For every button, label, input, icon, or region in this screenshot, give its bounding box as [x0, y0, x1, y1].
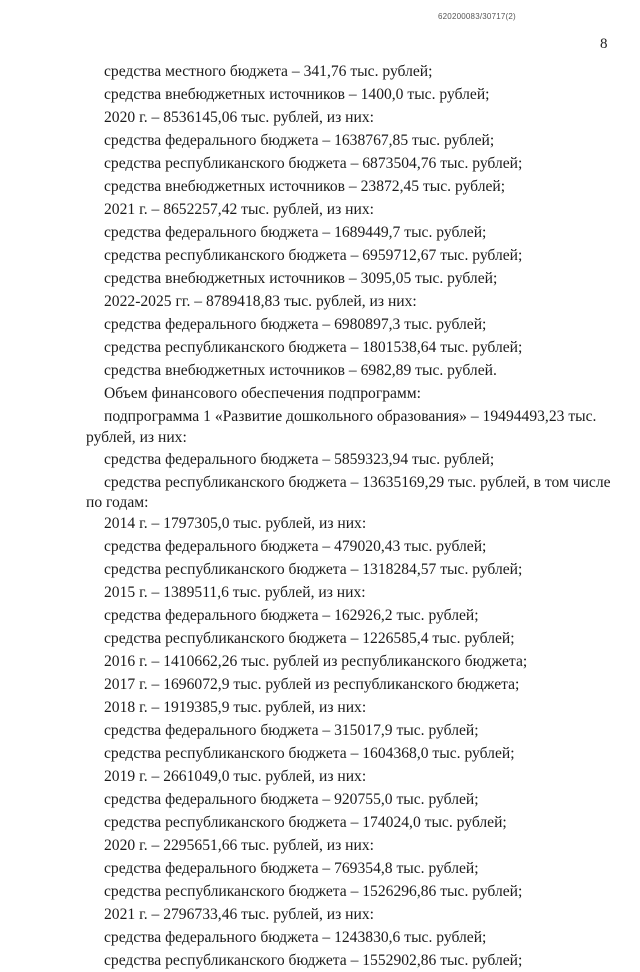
text-line: Объем финансового обеспечения подпрограмм:: [104, 385, 421, 402]
text-line: средства федерального бюджета – 1689449,7 тыс. рублей;: [104, 224, 487, 241]
text-line: средства местного бюджета – 341,76 тыс. рублей;: [104, 63, 433, 80]
text-line: 2021 г. – 8652257,42 тыс. рублей, из них:: [104, 201, 374, 218]
text-line: 2020 г. – 2295651,66 тыс. рублей, из них:: [104, 837, 374, 854]
text-line: средства федерального бюджета – 5859323,94 тыс. рублей;: [104, 451, 495, 468]
text-line: средства республиканского бюджета – 1226585,4 тыс. рублей;: [104, 630, 515, 647]
text-line: средства федерального бюджета – 920755,0 тыс. рублей;: [104, 791, 479, 808]
page-number: 8: [600, 36, 608, 52]
text-line: средства федерального бюджета – 479020,43 тыс. рублей;: [104, 538, 487, 555]
text-line: средства федерального бюджета – 162926,2 тыс. рублей;: [104, 607, 479, 624]
text-line: подпрограмма 1 «Развитие дошкольного образования» – 19494493,23 тыс.: [104, 408, 597, 425]
text-line: 2019 г. – 2661049,0 тыс. рублей, из них:: [104, 768, 367, 785]
text-line: средства республиканского бюджета – 1552902,86 тыс. рублей;: [104, 952, 523, 969]
text-line: средства внебюджетных источников – 6982,89 тыс. рублей.: [104, 362, 497, 379]
text-line: средства республиканского бюджета – 6873504,76 тыс. рублей;: [104, 155, 523, 172]
document-body: [86, 60, 611, 972]
text-line: средства федерального бюджета – 315017,9 тыс. рублей;: [104, 722, 479, 739]
text-line: средства республиканского бюджета – 13635169,29 тыс. рублей, в том числе: [104, 474, 611, 491]
text-line: 2015 г. – 1389511,6 тыс. рублей, из них:: [104, 584, 366, 601]
text-line: средства республиканского бюджета – 174024,0 тыс. рублей;: [104, 814, 507, 831]
text-line: 2022-2025 гг. – 8789418,83 тыс. рублей, из них:: [104, 293, 417, 310]
text-line: 2014 г. – 1797305,0 тыс. рублей, из них:: [104, 515, 367, 532]
document-id: 620200083/30717(2): [438, 12, 516, 21]
text-line: средства федерального бюджета – 1638767,85 тыс. рублей;: [104, 132, 495, 149]
text-line: 2018 г. – 1919385,9 тыс. рублей, из них:: [104, 699, 367, 716]
text-line: средства внебюджетных источников – 1400,0 тыс. рублей;: [104, 86, 490, 103]
text-line: средства федерального бюджета – 6980897,3 тыс. рублей;: [104, 316, 487, 333]
text-line: средства республиканского бюджета – 1801538,64 тыс. рублей;: [104, 339, 523, 356]
text-line: по годам:: [86, 494, 149, 511]
text-line: средства федерального бюджета – 769354,8 тыс. рублей;: [104, 860, 479, 877]
text-line: 2020 г. – 8536145,06 тыс. рублей, из них:: [104, 109, 374, 126]
text-line: средства федерального бюджета – 1243830,6 тыс. рублей;: [104, 929, 487, 946]
text-line: средства республиканского бюджета – 6959712,67 тыс. рублей;: [104, 247, 523, 264]
text-line: средства республиканского бюджета – 1318284,57 тыс. рублей;: [104, 561, 523, 578]
text-line: средства республиканского бюджета – 1604368,0 тыс. рублей;: [104, 745, 515, 762]
text-line: 2016 г. – 1410662,26 тыс. рублей из республиканского бюджета;: [104, 653, 528, 670]
text-line: средства республиканского бюджета – 1526296,86 тыс. рублей;: [104, 883, 523, 900]
text-line: 2021 г. – 2796733,46 тыс. рублей, из них:: [104, 906, 374, 923]
text-line: рублей, из них:: [86, 429, 187, 446]
text-line: средства внебюджетных источников – 23872,45 тыс. рублей;: [104, 178, 506, 195]
text-line: средства внебюджетных источников – 3095,05 тыс. рублей;: [104, 270, 498, 287]
text-line: 2017 г. – 1696072,9 тыс. рублей из республиканского бюджета;: [104, 676, 520, 693]
